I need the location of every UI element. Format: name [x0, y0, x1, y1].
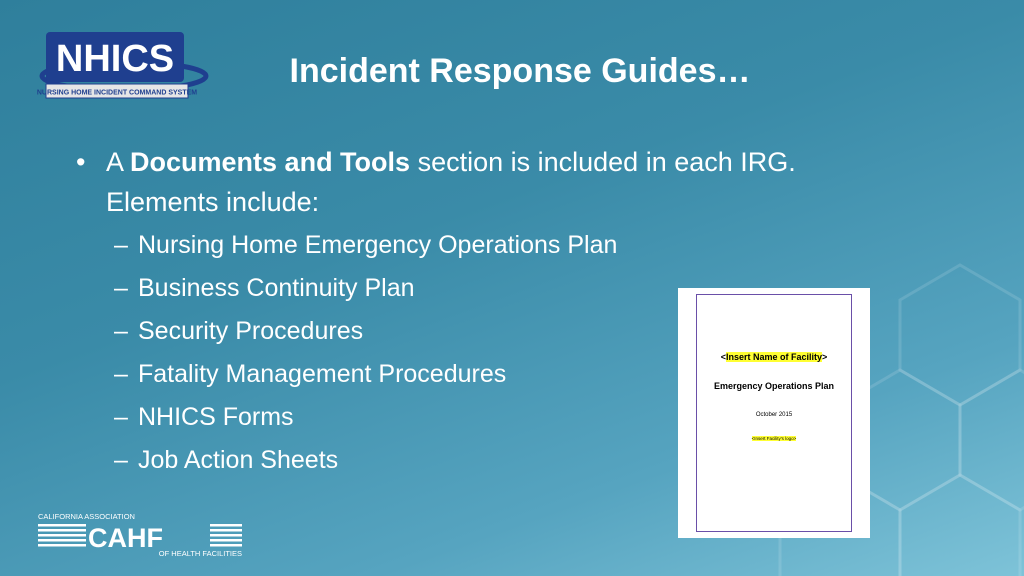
bullet-suffix: section is included in each IRG.: [410, 147, 796, 177]
document-facility-name: <Insert Name of Facility>: [720, 352, 828, 362]
slide-title: Incident Response Guides…: [289, 52, 751, 90]
main-bullet: [72, 142, 892, 222]
nhics-logo-tagline: NURSING HOME INCIDENT COMMAND SYSTEM: [36, 89, 198, 97]
document-thumbnail: [678, 288, 870, 538]
nhics-logo: [32, 30, 212, 102]
document-date: October 2015: [755, 412, 793, 418]
cahf-logo-stripes-left: [38, 524, 86, 547]
cahf-logo-stripes-right: [210, 524, 242, 547]
sub-item: – NHICS Forms: [114, 403, 294, 431]
bullet-prefix: A: [106, 147, 131, 177]
sub-item: – Job Action Sheets: [114, 446, 339, 474]
document-logo-placeholder: <Insert Facility's logo>: [751, 436, 797, 441]
sub-item: – Nursing Home Emergency Operations Plan: [114, 231, 618, 259]
cahf-logo-main-text: CAHF: [88, 523, 163, 553]
sub-item: – Security Procedures: [114, 317, 364, 345]
sub-item: – Fatality Management Procedures: [114, 360, 507, 388]
bullet-bold-text: Documents and Tools: [130, 147, 411, 177]
cahf-logo-bottom-text: OF HEALTH FACILITIES: [158, 549, 242, 558]
cahf-logo-top-text: CALIFORNIA ASSOCIATION: [38, 512, 135, 521]
bullet-dot: •: [76, 147, 86, 177]
bullet-line2: Elements include:: [106, 187, 320, 217]
cahf-logo: [36, 512, 246, 558]
nhics-logo-text: NHICS: [55, 38, 175, 80]
sub-item: – Business Continuity Plan: [114, 274, 415, 302]
document-plan-title: Emergency Operations Plan: [713, 381, 835, 391]
